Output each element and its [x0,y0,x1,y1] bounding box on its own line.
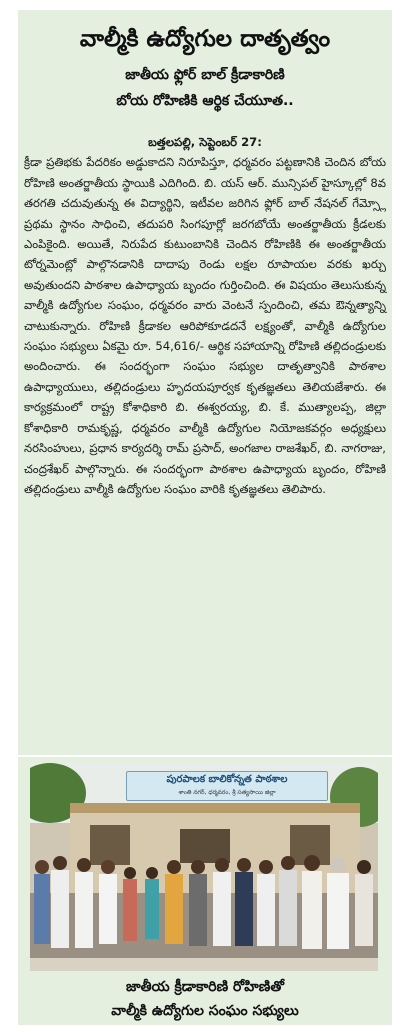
photo-box [18,757,392,1025]
subheadline-2: బోయ రోహిణికి ఆర్థిక చేయూత.. [116,93,294,109]
caption-line-2: వాల్మీకి ఉద్యోగుల సంఘం సభ్యులు [111,1003,299,1019]
sign-subtext: శాంతి నగర్, ధర్మవరం, శ్రీ సత్యసాయి జిల్లా [178,789,276,796]
news-article [18,10,392,755]
school-signboard [126,771,328,801]
article-body [24,132,386,499]
body-text: క్రీడా ప్రతిభకు పేదరికం అడ్డుకాదని నిరూపిస్తూ, ధర్మవరం పట్టణానికి చెందిన బోయ రోహిణి అంతర్జాతీయ స్థాయికి ఎదిగింది. బి. యస్ ఆర్. మున్సిపల్ హైస్కూల్లో 8వ తరగతి చదువుతున్న ఈ విద్యార్థిని, ఇటీవల జరిగిన ఫ్లోర్ బాల్ నేషనల్ గేమ్స్లో ప్రథమ స్థానం సాధించి, తదుపరి సింగపూర్లో జరగబోయే అంతర్జాతీయ క్రీడలకు ఎంపికైంది. అయితే, నిరుపేద కుటుంబానికి చెందిన రోహిణికి ఈ అంతర్జాతీయ టోర్నమెంట్లో పాల్గొనడానికి దాదాపు రెండు లక్షల రూపాయల వరకు ఖర్చు అవుతుందని పాఠశాల ఉపాధ్యాయ బృందం గుర్తించింది. ఈ విషయం తెలుసుకున్న వాల్మీకి ఉద్యోగుల సంఘం, ధర్మవరం వారు వెంటనే స్పందించి, తమ ఔన్నత్యాన్ని చాటుకున్నారు. రోహిణి క్రీడాకల ఆరిపోకూడదనే లక్ష్యంతో, వాల్మీకి ఉద్యోగుల సంఘం సభ్యులు ఏకమై రూ. 54,616/- ఆర్థిక సహాయాన్ని రోహిణి తల్లిదండ్రులకు అందించారు. ఈ సందర్భంగా సంఘం సభ్యుల దాతృత్వానికి పాఠశాల ఉపాధ్యాయులు, తల్లిదండ్రులు హృదయపూర్వక కృతజ్ఞతలు తెలియజేశారు. ఈ కార్యక్రమంలో రాష్ట్ర కోశాధికారి బి. ఈశ్వరయ్య, బి. కే. ముత్యాలప్ప, జిల్లా కోశాధికారి రామకృష్ణ, ధర్మవరం వాల్మీకి ఉద్యోగుల నియోజకవర్గం అధ్యక్షులు నరసింహులు, ప్రధాన కార్యదర్శి రామ్ ప్రసాద్, అంగజాల రాజశేఖర్, బి. నాగరాజు, చంద్రశేఖర్ పాల్గొన్నారు. ఈ సందర్భంగా పాఠశాల ఉపాధ్యాయ బృందం, రోహిణి తల్లిదండ్రులు వాల్మీకి ఉద్యోగుల సంఘం వారికి కృతజ్ఞతలు తెలిపారు. [24,155,386,496]
dateline: బత్తలపల్లి, సెప్టెంబర్ 27: [148,135,262,149]
caption-line-1: జాతీయ క్రీడాకారిణి రోహిణితో [126,979,284,995]
photo-caption [18,975,392,1023]
subheadline-1: జాతీయ ఫ్లోర్ బాల్ క్రీడాకారిణి [125,67,285,83]
sign-text: పురపాలక బాలికోన్నత పాఠశాల [166,774,288,785]
headline: వాల్మీకి ఉద్యోగుల దాతృత్వం [79,26,331,52]
group-photo [30,763,378,971]
